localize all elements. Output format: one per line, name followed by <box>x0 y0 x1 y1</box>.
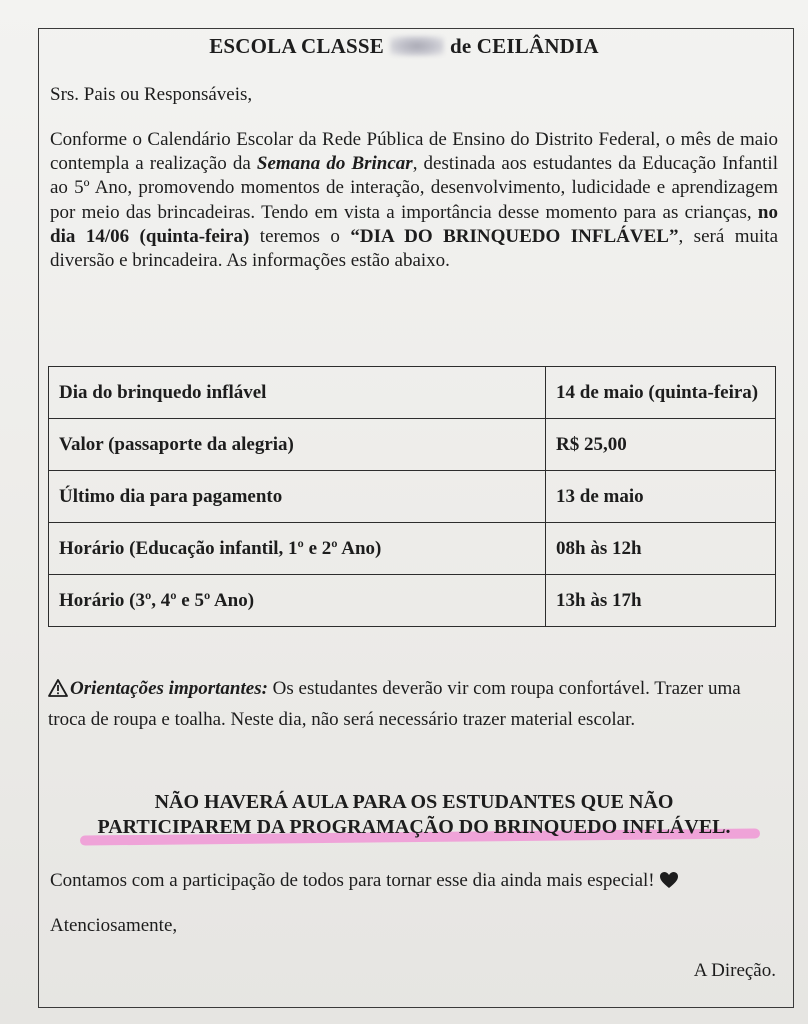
intro-text-2: , destinada aos estudantes da Educação Infantil ao 5º Ano, promovendo momentos de interação, desenvolvimento, ludicidade e aprendizagem por meio das brincadeiras. Tendo em vista a importância desse momento para as crianças, <box>50 153 778 223</box>
table-cell-label: Horário (Educação infantil, 1º e 2º Ano) <box>49 523 546 575</box>
event-name: Semana do Brincar <box>256 153 413 175</box>
table-cell-value: R$ 25,00 <box>546 419 776 471</box>
intro-paragraph <box>50 128 778 273</box>
event-date: no dia 14/06 (quinta-feira) <box>50 201 778 247</box>
orientations-paragraph <box>48 675 778 734</box>
table-row <box>49 575 776 627</box>
table-cell-label: Dia do brinquedo inflável <box>49 367 546 419</box>
closing-text: Contamos com a participação de todos para tornar esse dia ainda mais especial! <box>50 870 655 891</box>
intro-text-4: , será muita diversão e brincadeira. As informações estão abaixo. <box>50 225 778 272</box>
title-prefix: ESCOLA CLASSE <box>209 34 384 58</box>
no-class-notice <box>60 790 768 840</box>
intro-text-3: teremos o <box>249 225 351 247</box>
greeting: Srs. Pais ou Responsáveis, <box>50 84 253 105</box>
regards: Atenciosamente, <box>50 915 178 936</box>
table-cell-value: 13 de maio <box>546 471 776 523</box>
notice-line-1: NÃO HAVERÁ AULA PARA OS ESTUDANTES QUE NÃO <box>154 791 674 813</box>
table-cell-value: 14 de maio (quinta-feira) <box>546 367 776 419</box>
info-table <box>48 366 776 627</box>
signature: A Direção. <box>693 960 776 981</box>
table-row <box>49 419 776 471</box>
table-cell-label: Horário (3º, 4º e 5º Ano) <box>49 575 546 627</box>
table-row <box>49 367 776 419</box>
table-cell-label: Último dia para pagamento <box>49 471 546 523</box>
event-day-name: “DIA DO BRINQUEDO INFLÁVEL” <box>350 225 679 247</box>
warning-icon <box>48 678 70 706</box>
table-cell-value: 13h às 17h <box>546 575 776 627</box>
table-row <box>49 523 776 575</box>
closing-sentence <box>50 870 679 892</box>
notice-line-2: PARTICIPAREM DA PROGRAMAÇÃO DO BRINQUEDO INFLÁVEL. <box>97 816 731 838</box>
table-cell-label: Valor (passaporte da alegria) <box>49 419 546 471</box>
intro-text-1: Conforme o Calendário Escolar da Rede Pública de Ensino do Distrito Federal, o mês de maio contempla a realização da <box>50 129 778 175</box>
redacted-school-number <box>390 36 444 56</box>
table-cell-value: 08h às 12h <box>546 523 776 575</box>
table-row <box>49 471 776 523</box>
orientations-text: Os estudantes deverão vir com roupa confortável. Trazer uma troca de roupa e toalha. Neste dia, não será necessário trazer material escolar. <box>48 678 741 730</box>
heart-icon <box>659 871 679 889</box>
title-suffix: de CEILÂNDIA <box>449 34 599 58</box>
school-title <box>0 34 808 59</box>
orientations-label: Orientações importantes: <box>70 678 268 699</box>
